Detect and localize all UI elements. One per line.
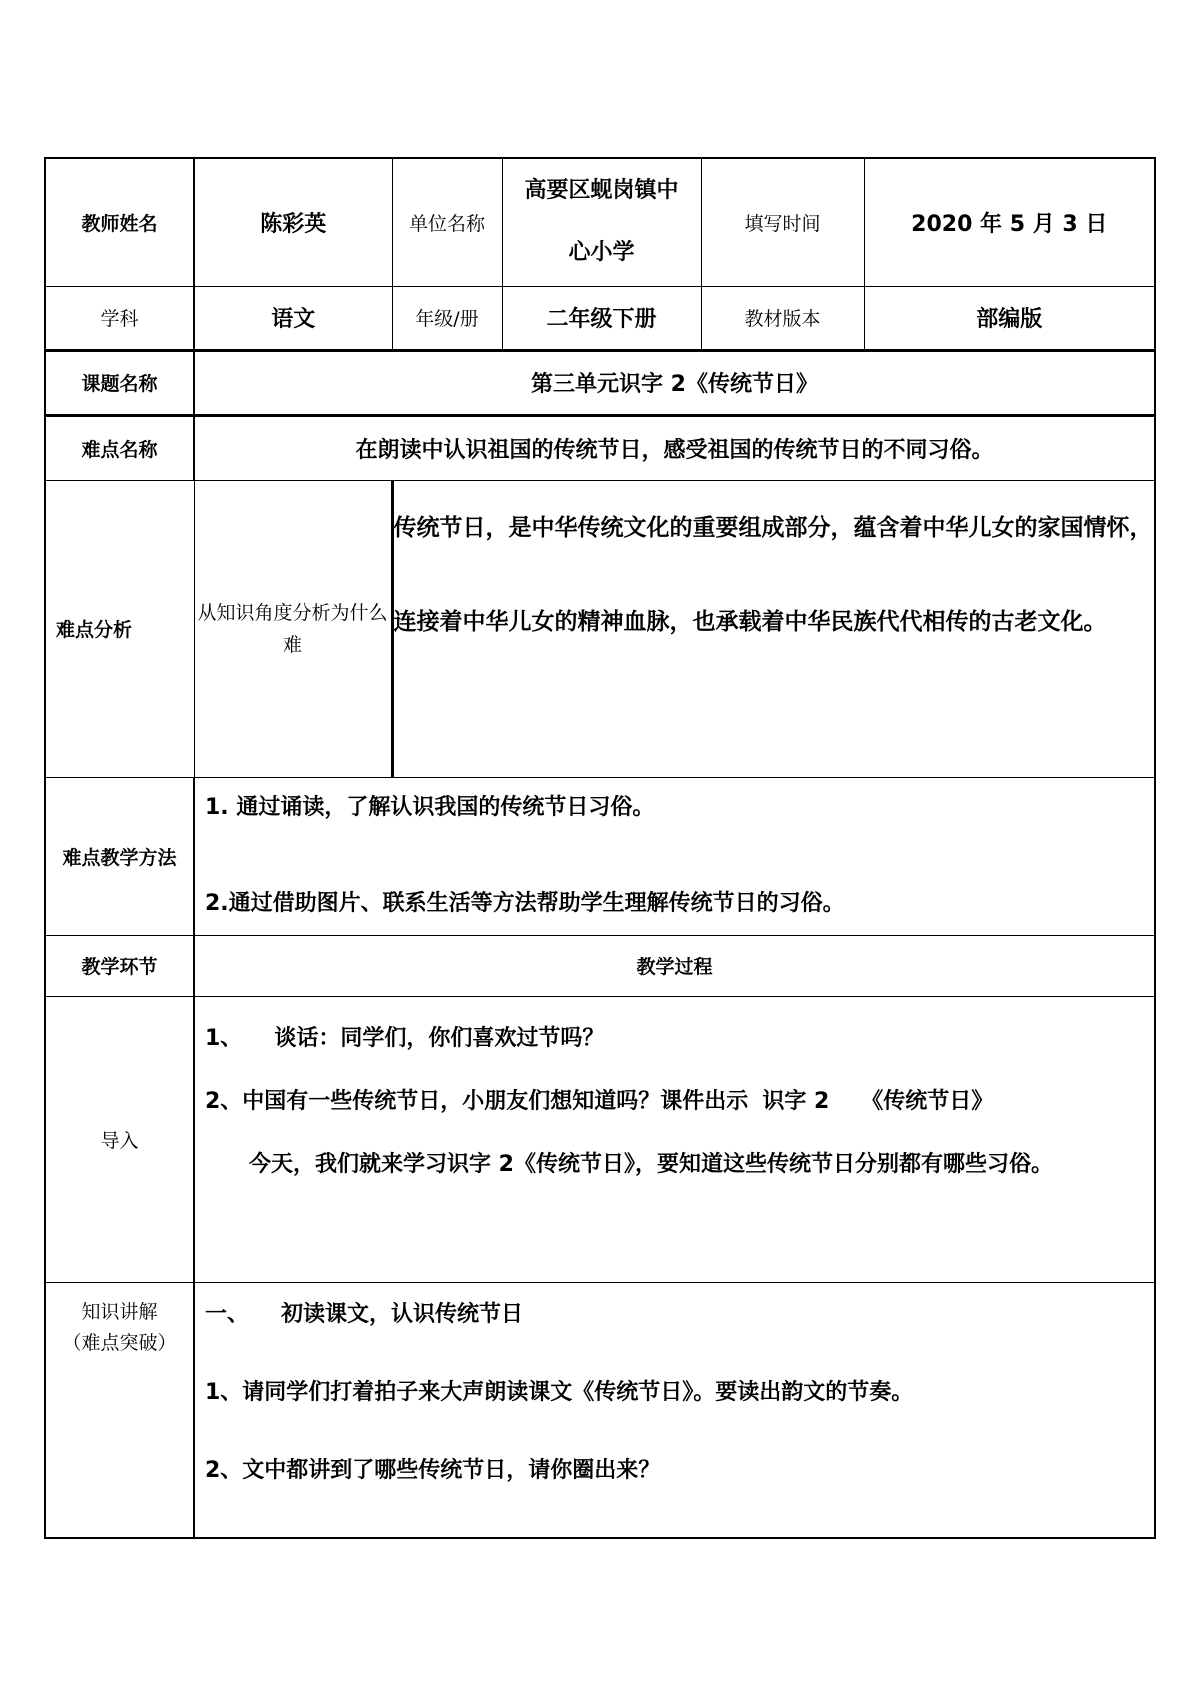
intro-line-3 <box>205 1133 1144 1196</box>
knowledge-content <box>194 1282 1155 1538</box>
topic-label: 课题名称 <box>45 350 194 415</box>
subject-label: 学科 <box>45 286 194 350</box>
lesson-plan-table <box>44 157 1156 1539</box>
knowledge-item: 2、文中都讲到了哪些传统节日，请你圈出来？ <box>205 1457 661 1483</box>
subject-value: 语文 <box>194 286 392 350</box>
knowledge-label <box>45 1282 194 1538</box>
table-row-knowledge <box>45 1282 1155 1538</box>
teacher-name-label: 教师姓名 <box>45 158 194 286</box>
table-row-difficulty <box>45 415 1155 480</box>
difficulty-value: 在朗读中认识祖国的传统节日，感受祖国的传统节日的不同习俗。 <box>194 415 1155 480</box>
knowledge-label-line1: 知识讲解 <box>81 1300 158 1323</box>
unit-name-line1: 高要区蚬岗镇中 <box>524 178 679 204</box>
analysis-text: 传统节日，是中华传统文化的重要组成部分，蕴含着中华儿女的家国情怀，连接着中华儿女的精神血脉，也承载着中华民族代代相传的古老文化。 <box>392 480 1155 777</box>
grade-label: 年级/册 <box>392 286 502 350</box>
table-row-topic <box>45 350 1155 415</box>
intro-label: 导入 <box>45 996 194 1282</box>
intro-line-2-b: 识字 2 <box>762 1088 830 1114</box>
knowledge-heading-text: 初读课文，认识传统节日 <box>281 1301 524 1327</box>
intro-line-1-number: 1、 <box>205 1025 243 1051</box>
table-row-methods <box>45 777 1155 935</box>
fill-date-label: 填写时间 <box>701 158 864 286</box>
table-row-intro <box>45 996 1155 1282</box>
process-header-label: 教学过程 <box>194 935 1155 996</box>
table-row-subject-info <box>45 286 1155 350</box>
unit-name-label: 单位名称 <box>392 158 502 286</box>
intro-line-2-c: 《传统节日》 <box>861 1088 994 1114</box>
intro-line-2-a: 2、中国有一些传统节日，小朋友们想知道吗？课件出示 <box>205 1088 749 1114</box>
edition-value: 部编版 <box>864 286 1155 350</box>
knowledge-heading-number: 一、 <box>205 1301 250 1327</box>
fill-date-value: 2020 年 5 月 3 日 <box>864 158 1155 286</box>
analysis-label: 难点分析 <box>45 480 194 777</box>
stage-header-label: 教学环节 <box>45 935 194 996</box>
table-row-teacher-info <box>45 158 1155 286</box>
methods-content <box>194 777 1155 935</box>
methods-label: 难点教学方法 <box>45 777 194 935</box>
analysis-sub-label: 从知识角度分析为什么难 <box>194 480 392 777</box>
table-row-analysis <box>45 480 1155 777</box>
knowledge-item: 1、请同学们打着拍子来大声朗读课文《传统节日》。要读出韵文的节奏。 <box>205 1379 914 1405</box>
intro-line-2 <box>205 1070 1144 1133</box>
table-row-process-header <box>45 935 1155 996</box>
edition-label: 教材版本 <box>701 286 864 350</box>
unit-name-value <box>502 158 701 286</box>
intro-content <box>194 996 1155 1282</box>
method-item: 1. 通过诵读，了解认识我国的传统节日习俗。 <box>205 795 655 820</box>
knowledge-heading <box>205 1297 1144 1333</box>
grade-value: 二年级下册 <box>502 286 701 350</box>
lesson-plan-document <box>44 157 1154 1539</box>
intro-line-1-text: 谈话：同学们，你们喜欢过节吗？ <box>274 1025 605 1051</box>
knowledge-label-line2: （难点突破） <box>62 1331 177 1354</box>
topic-value: 第三单元识字 2《传统节日》 <box>194 350 1155 415</box>
intro-line-3-text: 今天，我们就来学习识字 2《传统节日》，要知道这些传统节日分别都有哪些习俗。 <box>249 1151 1053 1177</box>
unit-name-line2: 心小学 <box>568 240 635 266</box>
difficulty-label: 难点名称 <box>45 415 194 480</box>
method-item: 2.通过借助图片、联系生活等方法帮助学生理解传统节日的习俗。 <box>205 891 845 916</box>
teacher-name-value: 陈彩英 <box>194 158 392 286</box>
intro-line-1 <box>205 1007 1144 1070</box>
